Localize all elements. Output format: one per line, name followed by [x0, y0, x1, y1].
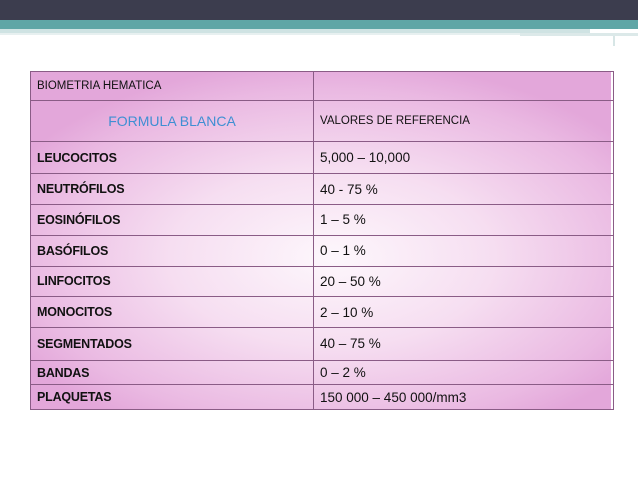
table-row: [31, 328, 614, 361]
accent-stripe-main: [0, 20, 638, 29]
blood-count-table: [30, 71, 614, 410]
row-label: LINFOCITOS: [31, 266, 314, 297]
table-row: [31, 174, 614, 205]
table-title-row: [31, 72, 614, 101]
row-label: PLAQUETAS: [31, 385, 314, 410]
row-label: EOSINÓFILOS: [31, 205, 314, 236]
row-value: 0 – 1 %: [314, 235, 614, 266]
table-row: [31, 141, 614, 174]
table-row: [31, 360, 614, 385]
slide-header-decoration: [0, 0, 638, 48]
accent-stripe-right: [520, 33, 638, 36]
row-value: 1 – 5 %: [314, 205, 614, 236]
row-value: 0 – 2 %: [314, 360, 614, 385]
table-row: [31, 385, 614, 410]
row-value: 150 000 – 450 000/mm3: [314, 385, 614, 410]
accent-stripe-light: [0, 29, 590, 33]
header-reference-values: VALORES DE REFERENCIA: [314, 100, 614, 141]
row-value: 40 – 75 %: [314, 328, 614, 361]
row-label: SEGMENTADOS: [31, 328, 314, 361]
accent-tick-right: [613, 36, 615, 46]
accent-stripe-shadow: [0, 33, 560, 35]
row-value: 2 – 10 %: [314, 297, 614, 328]
row-label: BASÓFILOS: [31, 235, 314, 266]
table-header-row: [31, 100, 614, 141]
table-row: [31, 297, 614, 328]
row-value: 20 – 50 %: [314, 266, 614, 297]
row-value: 40 - 75 %: [314, 174, 614, 205]
blood-count-table-container: [30, 71, 611, 410]
table-row: [31, 235, 614, 266]
header-formula-blanca: FORMULA BLANCA: [31, 100, 314, 141]
row-value: 5,000 – 10,000: [314, 141, 614, 174]
row-label: LEUCOCITOS: [31, 141, 314, 174]
row-label: BANDAS: [31, 360, 314, 385]
table-title-empty-cell: [314, 72, 614, 101]
table-row: [31, 266, 614, 297]
row-label: MONOCITOS: [31, 297, 314, 328]
table-title: BIOMETRIA HEMATICA: [31, 72, 314, 101]
row-label: NEUTRÓFILOS: [31, 174, 314, 205]
table-row: [31, 205, 614, 236]
